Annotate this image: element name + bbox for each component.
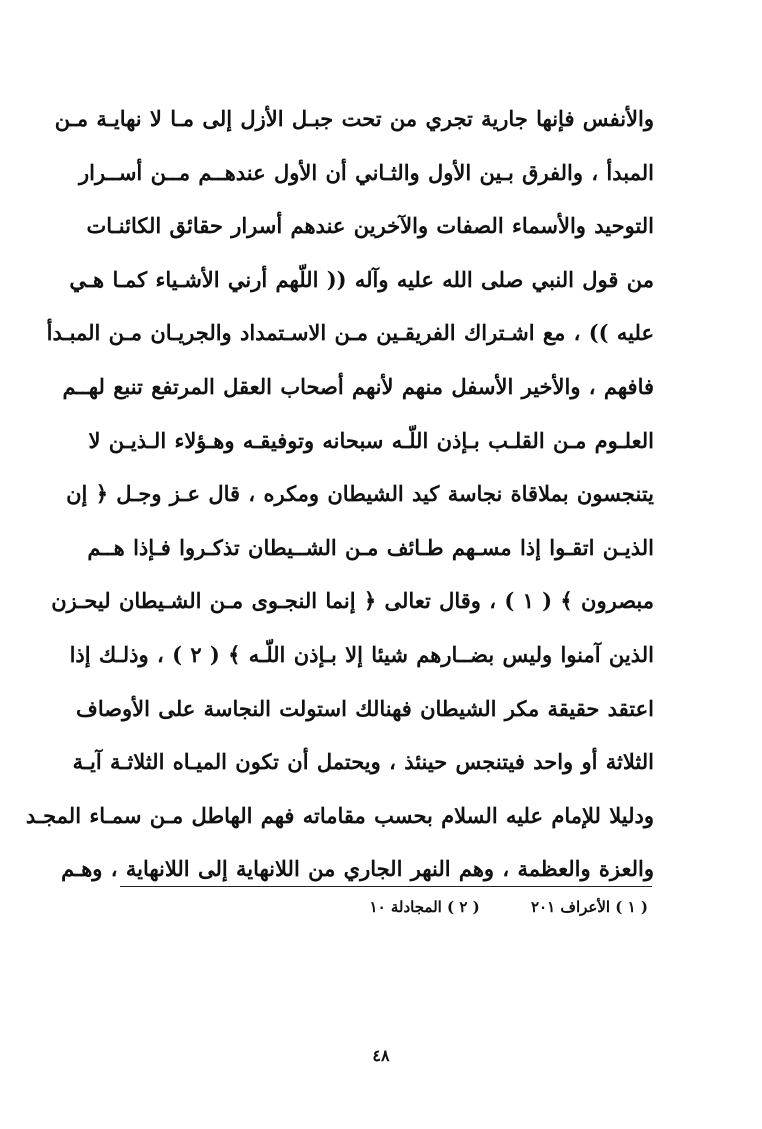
text-line-1: والأنفس فإنها جارية تجري من تحت جبـل الأزل إلى مـا لا نهايـة مـن <box>54 106 654 131</box>
text-line-7: العلـوم مـن القلـب بـإذن اللّـه سبحانه وتوفيقـه وهـؤلاء الـذيـن لا <box>88 427 654 453</box>
footnotes <box>324 898 648 916</box>
page-number: ٤٨ <box>372 1046 390 1065</box>
footnote-2: ( ٢ ) المجادلة ١٠ <box>369 898 480 916</box>
text-line-14: ودليلا للإمام عليه السلام بحسب مقاماته فهم الهاطل مـن سمـاء المجـد <box>25 802 654 828</box>
text-line-2: المبدأ ، والفرق بـين الأول والثـاني أن الأول عندهــم مــن أســرار <box>78 159 654 185</box>
text-line-4: من قول النبي صلى الله عليه وآله (( اللّهم أرني الأشـياء كمـا هـي <box>69 266 654 292</box>
footnote-separator <box>120 886 652 887</box>
text-line-6: فافهم ، والأخير الأسفل منهم لأنهم أصحاب العقل المرتفع تنبع لهــم <box>62 373 654 399</box>
footnote-1: ( ١ ) الأعراف ٢٠١ <box>531 898 648 916</box>
text-line-5: عليه )) ، مع اشـتراك الفريقـين مـن الاسـتمداد والجريـان مـن المبـدأ <box>46 320 654 346</box>
text-line-10: مبصرون ﴾ ( ١ ) ، وقال تعالى ﴿ إنما النجـوى مـن الشـيطان ليحـزن <box>51 588 654 614</box>
text-line-8: يتنجسون بملاقاة نجاسة كيد الشيطان ومكره ، قال عـز وجـل ﴿ إن <box>66 481 654 507</box>
text-line-11: الذين آمنوا وليس بضــارهم شيئا إلا بـإذن اللّـه ﴾ ( ٢ ) ، وذلـك إذا <box>69 641 654 667</box>
body-text <box>25 92 654 896</box>
text-line-9: الذيـن اتقـوا إذا مسـهم طـائف مـن الشــيطان تذكـروا فـإذا هــم <box>87 534 654 560</box>
text-line-13: الثلاثة أو واحد فيتنجس حينئذ ، ويحتمل أن تكون الميـاه الثلاثـة آيـة <box>72 749 654 775</box>
text-line-3: التوحيد والأسماء الصفات والآخرين عندهم أسرار حقائق الكائنـات <box>86 213 654 239</box>
text-line-12: اعتقد حقيقة مكر الشيطان فهنالك استولت النجاسة على الأوصاف <box>76 695 654 721</box>
text-line-15: والعزة والعظمة ، وهم النهر الجاري من اللانهاية إلى اللانهاية ، وهـم <box>61 856 654 882</box>
